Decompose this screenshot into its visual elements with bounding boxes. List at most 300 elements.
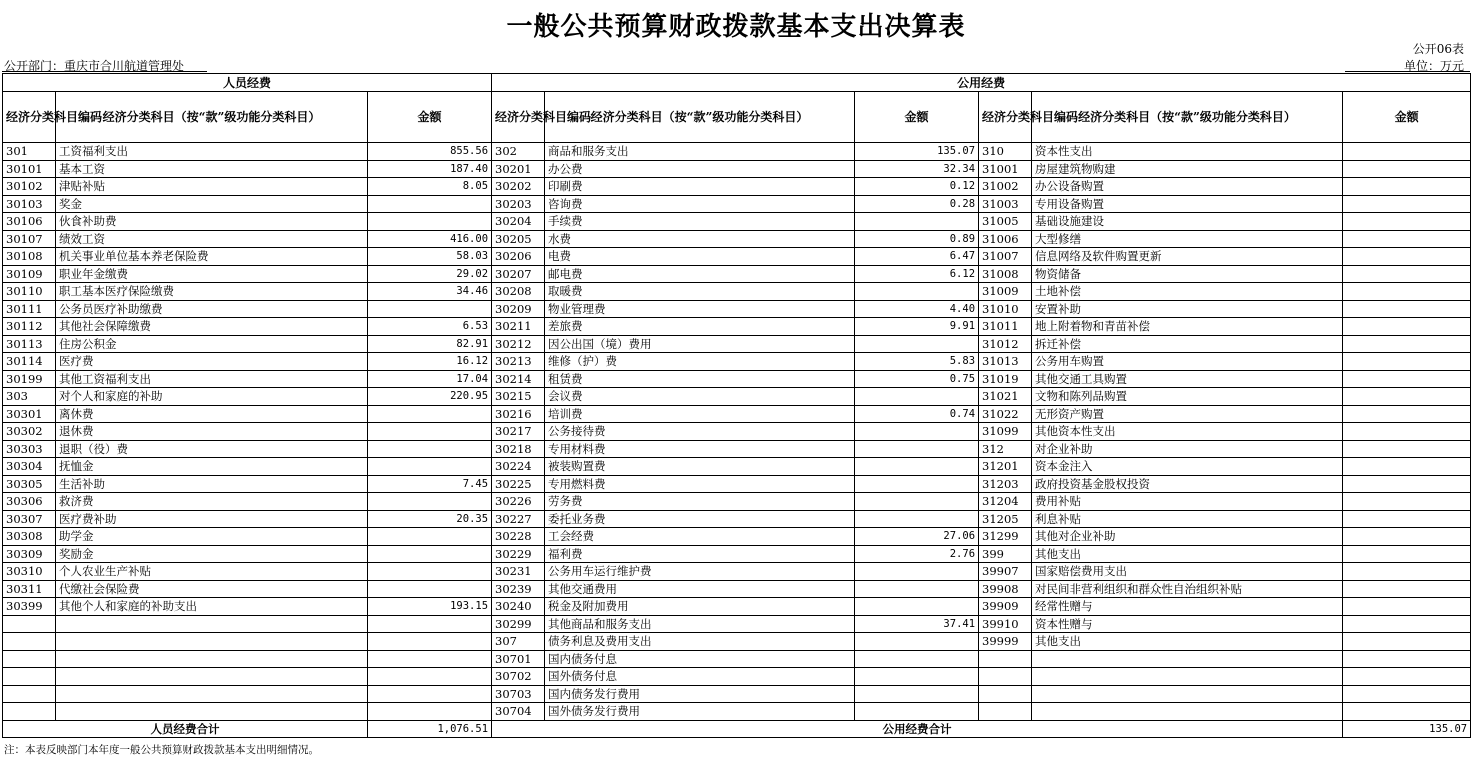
cell-code: 310 (979, 143, 1032, 161)
cell-code: 30203 (492, 195, 545, 213)
cell-code: 307 (492, 633, 545, 651)
cell-code: 312 (979, 440, 1032, 458)
cell-name: 差旅费 (545, 318, 855, 336)
cell-name: 办公设备购置 (1032, 178, 1343, 196)
cell-code: 399 (979, 545, 1032, 563)
cell-name: 公务用车运行维护费 (545, 563, 855, 581)
cell-name: 国内债务付息 (545, 650, 855, 668)
cell-amount (1343, 563, 1471, 581)
cell-code: 30206 (492, 248, 545, 266)
table-row (3, 580, 1471, 598)
group-header-personnel: 人员经费 (3, 74, 492, 92)
col-header-name: 经济分类科目（按“款”级功能分类科目） (1032, 92, 1343, 143)
cell-code: 30303 (3, 440, 56, 458)
table-row (3, 265, 1471, 283)
cell-code (3, 615, 56, 633)
cell-name: 税金及附加费用 (545, 598, 855, 616)
cell-amount: 6.12 (855, 265, 979, 283)
cell-amount (1343, 528, 1471, 546)
cell-code: 31010 (979, 300, 1032, 318)
cell-name: 其他支出 (1032, 545, 1343, 563)
cell-name: 费用补贴 (1032, 493, 1343, 511)
table-row (3, 633, 1471, 651)
cell-name: 大型修缮 (1032, 230, 1343, 248)
table-body (3, 143, 1471, 721)
public-total-value: 135.07 (1343, 720, 1471, 737)
cell-amount (368, 458, 492, 476)
cell-amount: 8.05 (368, 178, 492, 196)
cell-code: 30309 (3, 545, 56, 563)
cell-code: 30202 (492, 178, 545, 196)
cell-name: 对民间非营利组织和群众性自治组织补贴 (1032, 580, 1343, 598)
cell-code: 30239 (492, 580, 545, 598)
cell-code: 30204 (492, 213, 545, 231)
table-row (3, 248, 1471, 266)
cell-name: 专用设备购置 (1032, 195, 1343, 213)
cell-code: 39910 (979, 615, 1032, 633)
cell-code (3, 668, 56, 686)
cell-name: 国外债务付息 (545, 668, 855, 686)
cell-name (1032, 703, 1343, 721)
cell-code: 30217 (492, 423, 545, 441)
cell-code: 31022 (979, 405, 1032, 423)
cell-amount: 193.15 (368, 598, 492, 616)
cell-amount: 0.75 (855, 370, 979, 388)
personnel-total-label: 人员经费合计 (3, 720, 368, 737)
cell-name: 电费 (545, 248, 855, 266)
cell-name: 其他交通工具购置 (1032, 370, 1343, 388)
cell-name: 国家赔偿费用支出 (1032, 563, 1343, 581)
cell-name (56, 685, 368, 703)
cell-amount (1343, 598, 1471, 616)
cell-amount: 16.12 (368, 353, 492, 371)
cell-amount: 20.35 (368, 510, 492, 528)
footnote: 注：本表反映部门本年度一般公共预算财政拨款基本支出明细情况。 (4, 744, 319, 756)
table-row (3, 458, 1471, 476)
cell-amount (855, 668, 979, 686)
cell-code: 31013 (979, 353, 1032, 371)
cell-amount (368, 440, 492, 458)
cell-name: 商品和服务支出 (545, 143, 855, 161)
cell-name: 其他对企业补助 (1032, 528, 1343, 546)
cell-code: 31008 (979, 265, 1032, 283)
cell-name: 医疗费补助 (56, 510, 368, 528)
cell-name: 物资储备 (1032, 265, 1343, 283)
table-row (3, 335, 1471, 353)
col-header-amount: 金额 (855, 92, 979, 143)
group-header-public: 公用经费 (492, 74, 1471, 92)
cell-code (979, 650, 1032, 668)
cell-code: 31204 (979, 493, 1032, 511)
cell-amount: 5.83 (855, 353, 979, 371)
cell-amount (1343, 143, 1471, 161)
cell-amount (1343, 703, 1471, 721)
cell-code: 30102 (3, 178, 56, 196)
cell-amount (1343, 685, 1471, 703)
cell-amount (855, 510, 979, 528)
cell-code: 30211 (492, 318, 545, 336)
cell-name: 代缴社会保险费 (56, 580, 368, 598)
cell-code: 30308 (3, 528, 56, 546)
cell-name: 政府投资基金股权投资 (1032, 475, 1343, 493)
cell-name: 福利费 (545, 545, 855, 563)
cell-name: 其他商品和服务支出 (545, 615, 855, 633)
cell-amount (368, 703, 492, 721)
cell-name: 邮电费 (545, 265, 855, 283)
cell-amount (1343, 405, 1471, 423)
cell-code: 31011 (979, 318, 1032, 336)
cell-name: 维修（护）费 (545, 353, 855, 371)
table-row (3, 353, 1471, 371)
cell-name: 印刷费 (545, 178, 855, 196)
cell-amount (1343, 545, 1471, 563)
cell-code: 30199 (3, 370, 56, 388)
cell-code: 30218 (492, 440, 545, 458)
cell-code: 31299 (979, 528, 1032, 546)
cell-amount: 0.28 (855, 195, 979, 213)
cell-amount (1343, 423, 1471, 441)
cell-name (1032, 650, 1343, 668)
cell-amount: 17.04 (368, 370, 492, 388)
col-header-code: 经济分类科目编码 (979, 92, 1032, 143)
cell-amount (1343, 265, 1471, 283)
cell-name (1032, 685, 1343, 703)
cell-amount: 32.34 (855, 160, 979, 178)
cell-amount (855, 440, 979, 458)
cell-amount (855, 213, 979, 231)
cell-code: 30305 (3, 475, 56, 493)
cell-name: 无形资产购置 (1032, 405, 1343, 423)
cell-name: 租赁费 (545, 370, 855, 388)
cell-code: 30240 (492, 598, 545, 616)
cell-amount (368, 668, 492, 686)
cell-amount (1343, 300, 1471, 318)
cell-name: 奖励金 (56, 545, 368, 563)
col-header-name: 经济分类科目（按“款”级功能分类科目） (545, 92, 855, 143)
cell-name: 经常性赠与 (1032, 598, 1343, 616)
cell-code: 31099 (979, 423, 1032, 441)
table-row (3, 300, 1471, 318)
cell-amount (368, 493, 492, 511)
cell-name: 公务接待费 (545, 423, 855, 441)
cell-code: 31007 (979, 248, 1032, 266)
cell-name (56, 615, 368, 633)
cell-code: 30209 (492, 300, 545, 318)
table-row (3, 475, 1471, 493)
cell-name (1032, 668, 1343, 686)
cell-code: 30109 (3, 265, 56, 283)
cell-name: 资本金注入 (1032, 458, 1343, 476)
cell-name: 职业年金缴费 (56, 265, 368, 283)
cell-name: 资本性赠与 (1032, 615, 1343, 633)
cell-code (979, 685, 1032, 703)
table-row (3, 703, 1471, 721)
cell-name: 其他交通费用 (545, 580, 855, 598)
cell-name: 公务员医疗补助缴费 (56, 300, 368, 318)
cell-code: 30304 (3, 458, 56, 476)
cell-name: 医疗费 (56, 353, 368, 371)
cell-code: 30399 (3, 598, 56, 616)
cell-code: 30108 (3, 248, 56, 266)
cell-amount (855, 388, 979, 406)
cell-amount (368, 650, 492, 668)
cell-name: 劳务费 (545, 493, 855, 511)
cell-amount (368, 563, 492, 581)
cell-name: 委托业务费 (545, 510, 855, 528)
cell-amount (368, 545, 492, 563)
cell-code: 31203 (979, 475, 1032, 493)
cell-code: 30110 (3, 283, 56, 301)
cell-name: 生活补助 (56, 475, 368, 493)
cell-amount (1343, 230, 1471, 248)
cell-name: 咨询费 (545, 195, 855, 213)
table-row (3, 493, 1471, 511)
cell-amount (368, 580, 492, 598)
cell-code: 30208 (492, 283, 545, 301)
cell-name: 被装购置费 (545, 458, 855, 476)
table-row (3, 160, 1471, 178)
personnel-total-value: 1,076.51 (368, 720, 492, 737)
cell-name: 水费 (545, 230, 855, 248)
table-row (3, 318, 1471, 336)
cell-name: 文物和陈列品购置 (1032, 388, 1343, 406)
table-row (3, 195, 1471, 213)
cell-code: 30106 (3, 213, 56, 231)
cell-code: 30215 (492, 388, 545, 406)
cell-amount (1343, 440, 1471, 458)
cell-code: 30111 (3, 300, 56, 318)
cell-amount (1343, 213, 1471, 231)
cell-name: 国内债务发行费用 (545, 685, 855, 703)
cell-name (56, 703, 368, 721)
table-row (3, 510, 1471, 528)
table-row (3, 230, 1471, 248)
cell-amount: 34.46 (368, 283, 492, 301)
cell-amount: 2.76 (855, 545, 979, 563)
cell-name: 个人农业生产补贴 (56, 563, 368, 581)
cell-code: 31205 (979, 510, 1032, 528)
cell-code (3, 685, 56, 703)
cell-amount (1343, 370, 1471, 388)
cell-code: 30225 (492, 475, 545, 493)
cell-name: 其他支出 (1032, 633, 1343, 651)
dept-underline (2, 71, 207, 72)
form-number: 公开06表 (1412, 42, 1464, 56)
cell-name: 抚恤金 (56, 458, 368, 476)
cell-amount (1343, 650, 1471, 668)
cell-name: 其他社会保障缴费 (56, 318, 368, 336)
cell-amount (368, 685, 492, 703)
table-row (3, 423, 1471, 441)
cell-amount (855, 633, 979, 651)
cell-name: 离休费 (56, 405, 368, 423)
cell-name (56, 650, 368, 668)
cell-name: 资本性支出 (1032, 143, 1343, 161)
cell-amount: 29.02 (368, 265, 492, 283)
cell-name: 伙食补助费 (56, 213, 368, 231)
unit-underline (1345, 71, 1470, 72)
col-header-code: 经济分类科目编码 (492, 92, 545, 143)
cell-amount (855, 703, 979, 721)
cell-code: 30103 (3, 195, 56, 213)
col-header-code: 经济分类科目编码 (3, 92, 56, 143)
cell-code: 31003 (979, 195, 1032, 213)
cell-name: 土地补偿 (1032, 283, 1343, 301)
cell-code: 31005 (979, 213, 1032, 231)
col-header-name: 经济分类科目（按“款”级功能分类科目） (56, 92, 368, 143)
cell-code: 31006 (979, 230, 1032, 248)
cell-code: 30701 (492, 650, 545, 668)
cell-code (3, 650, 56, 668)
cell-amount: 0.89 (855, 230, 979, 248)
cell-amount (1343, 458, 1471, 476)
cell-code: 30107 (3, 230, 56, 248)
cell-code: 30101 (3, 160, 56, 178)
cell-amount (855, 598, 979, 616)
cell-name: 机关事业单位基本养老保险费 (56, 248, 368, 266)
cell-amount (1343, 510, 1471, 528)
cell-code: 31012 (979, 335, 1032, 353)
cell-amount (1343, 195, 1471, 213)
cell-name: 对个人和家庭的补助 (56, 388, 368, 406)
cell-amount: 187.40 (368, 160, 492, 178)
department-label: 公开部门：重庆市合川航道管理处 (4, 59, 185, 73)
cell-name: 工资福利支出 (56, 143, 368, 161)
table-row (3, 388, 1471, 406)
cell-amount (855, 493, 979, 511)
cell-name: 奖金 (56, 195, 368, 213)
cell-amount (855, 580, 979, 598)
cell-amount: 0.12 (855, 178, 979, 196)
cell-amount (1343, 353, 1471, 371)
table-row (3, 545, 1471, 563)
col-header-amount: 金额 (368, 92, 492, 143)
cell-code: 39908 (979, 580, 1032, 598)
cell-code: 30702 (492, 668, 545, 686)
cell-name: 专用燃料费 (545, 475, 855, 493)
cell-amount: 220.95 (368, 388, 492, 406)
cell-name: 安置补助 (1032, 300, 1343, 318)
table-row (3, 143, 1471, 161)
cell-code: 30216 (492, 405, 545, 423)
table-row (3, 440, 1471, 458)
cell-code: 31002 (979, 178, 1032, 196)
cell-amount: 27.06 (855, 528, 979, 546)
cell-code: 30229 (492, 545, 545, 563)
expenditure-table (2, 73, 1471, 738)
cell-name: 因公出国（境）费用 (545, 335, 855, 353)
cell-amount: 4.40 (855, 300, 979, 318)
cell-code: 30228 (492, 528, 545, 546)
cell-code: 31201 (979, 458, 1032, 476)
cell-name: 公务用车购置 (1032, 353, 1343, 371)
cell-name: 其他资本性支出 (1032, 423, 1343, 441)
cell-code: 303 (3, 388, 56, 406)
table-row (3, 615, 1471, 633)
table-row (3, 213, 1471, 231)
cell-code: 30299 (492, 615, 545, 633)
cell-name: 其他个人和家庭的补助支出 (56, 598, 368, 616)
cell-name: 拆迁补偿 (1032, 335, 1343, 353)
cell-amount (1343, 178, 1471, 196)
cell-amount: 37.41 (855, 615, 979, 633)
cell-code: 31019 (979, 370, 1032, 388)
table-row (3, 650, 1471, 668)
cell-code: 30302 (3, 423, 56, 441)
cell-amount: 0.74 (855, 405, 979, 423)
public-total-label: 公用经费合计 (492, 720, 1343, 737)
cell-amount (855, 563, 979, 581)
cell-amount (1343, 668, 1471, 686)
cell-amount (1343, 475, 1471, 493)
cell-name: 会议费 (545, 388, 855, 406)
cell-amount (1343, 160, 1471, 178)
cell-amount (1343, 318, 1471, 336)
cell-name (56, 633, 368, 651)
cell-name: 利息补贴 (1032, 510, 1343, 528)
cell-amount: 6.53 (368, 318, 492, 336)
cell-amount (368, 423, 492, 441)
cell-name: 职工基本医疗保险缴费 (56, 283, 368, 301)
cell-code: 30112 (3, 318, 56, 336)
cell-amount (855, 458, 979, 476)
cell-name: 对企业补助 (1032, 440, 1343, 458)
cell-code (3, 703, 56, 721)
cell-name: 办公费 (545, 160, 855, 178)
table-row (3, 178, 1471, 196)
cell-amount (1343, 580, 1471, 598)
cell-code: 30301 (3, 405, 56, 423)
cell-name: 手续费 (545, 213, 855, 231)
cell-amount (855, 335, 979, 353)
cell-amount: 416.00 (368, 230, 492, 248)
cell-code: 30306 (3, 493, 56, 511)
cell-name: 绩效工资 (56, 230, 368, 248)
cell-name: 信息网络及软件购置更新 (1032, 248, 1343, 266)
cell-code (979, 668, 1032, 686)
cell-code: 30201 (492, 160, 545, 178)
table-row (3, 370, 1471, 388)
cell-name (56, 668, 368, 686)
cell-name: 基础设施建设 (1032, 213, 1343, 231)
cell-name: 救济费 (56, 493, 368, 511)
cell-code: 30227 (492, 510, 545, 528)
cell-name: 专用材料费 (545, 440, 855, 458)
cell-code: 30311 (3, 580, 56, 598)
cell-code: 39999 (979, 633, 1032, 651)
cell-amount (368, 405, 492, 423)
cell-name: 退职（役）费 (56, 440, 368, 458)
page-title: 一般公共预算财政拨款基本支出决算表 (506, 12, 966, 42)
cell-amount: 9.91 (855, 318, 979, 336)
cell-amount: 7.45 (368, 475, 492, 493)
cell-code: 30114 (3, 353, 56, 371)
cell-amount (1343, 248, 1471, 266)
cell-amount: 135.07 (855, 143, 979, 161)
cell-amount (855, 475, 979, 493)
cell-name: 债务利息及费用支出 (545, 633, 855, 651)
col-header-amount: 金额 (1343, 92, 1471, 143)
cell-amount: 82.91 (368, 335, 492, 353)
cell-code: 301 (3, 143, 56, 161)
cell-amount (368, 213, 492, 231)
cell-code: 30703 (492, 685, 545, 703)
cell-code: 30704 (492, 703, 545, 721)
table-row (3, 563, 1471, 581)
cell-name: 退休费 (56, 423, 368, 441)
cell-code: 31021 (979, 388, 1032, 406)
cell-name: 住房公积金 (56, 335, 368, 353)
